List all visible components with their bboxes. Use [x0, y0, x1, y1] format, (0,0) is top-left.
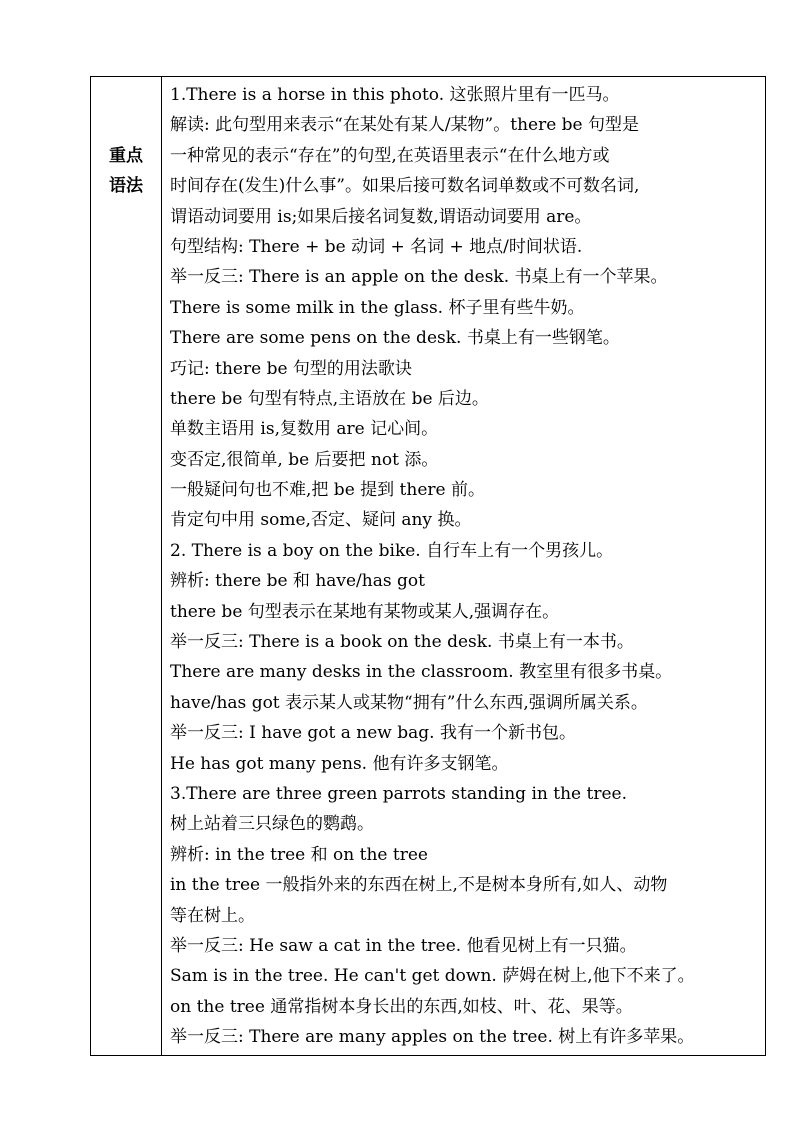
- content-line: 谓语动词要用 is;如果后接名词复数,谓语动词要用 are。: [170, 206, 592, 227]
- content-line: have/has got 表示某人或某物“拥有”什么东西,强调所属关系。: [170, 692, 648, 713]
- content-line: There are many desks in the classroom. 教室里有很多书桌。: [170, 662, 673, 683]
- content-line: 肯定句中用 some,否定、疑问 any 换。: [170, 510, 472, 531]
- content-line: 树上站着三只绿色的鹦鹉。: [170, 814, 374, 835]
- content-line: 一般疑问句也不难,把 be 提到 there 前。: [170, 480, 485, 501]
- content-line: 变否定,很简单, be 后要把 not 添。: [170, 449, 439, 470]
- content-line: He has got many pens. 他有许多支钢笔。: [170, 753, 509, 774]
- content-line: there be 句型有特点,主语放在 be 后边。: [170, 388, 489, 409]
- content-line: 3.There are three green parrots standing in the tree.: [170, 783, 627, 804]
- grammar-table: [90, 76, 766, 1056]
- content-line: There are some pens on the desk. 书桌上有一些钢笔。: [170, 328, 620, 349]
- content-line: 1.There is a horse in this photo. 这张照片里有一匹马。: [170, 85, 620, 105]
- content-line: 举一反三: There are many apples on the tree. 树上有许多苹果。: [170, 1027, 695, 1048]
- content-line: 句型结构: There + be 动词 + 名词 + 地点/时间状语.: [170, 236, 583, 257]
- content-line: 举一反三: He saw a cat in the tree. 他看见树上有一只猫。: [170, 935, 637, 956]
- section-label-cell: [91, 77, 162, 1055]
- content-line: 等在树上。: [170, 905, 255, 926]
- content-line: there be 句型表示在某地有某物或某人,强调存在。: [170, 601, 560, 622]
- content-line: Sam is in the tree. He can't get down. 萨姆在树上,他下不来了。: [170, 966, 695, 987]
- content-line: 举一反三: There is an apple on the desk. 书桌上有一个苹果。: [170, 267, 668, 288]
- content-line: 辨析: in the tree 和 on the tree: [170, 844, 428, 865]
- content-line: 举一反三: There is a book on the desk. 书桌上有一本书。: [170, 632, 634, 653]
- content-line: on the tree 通常指树本身长出的东西,如枝、叶、花、果等。: [170, 996, 633, 1017]
- content-line: There is some milk in the glass. 杯子里有些牛奶。: [170, 297, 585, 318]
- content-line: 时间存在(发生)什么事”。如果后接可数名词单数或不可数名词,: [170, 176, 640, 197]
- content-line: 一种常见的表示“存在”的句型,在英语里表示“在什么地方或: [170, 145, 610, 166]
- content-line: 单数主语用 is,复数用 are 记心间。: [170, 419, 439, 440]
- content-line: 解读: 此句型用来表示“在某处有某人/某物”。there be 句型是: [170, 115, 640, 136]
- content-line: 巧记: there be 句型的用法歌诀: [170, 358, 412, 379]
- content-line: in the tree 一般指外来的东西在树上,不是树本身所有,如人、动物: [170, 875, 668, 896]
- content-line: 2. There is a boy on the bike. 自行车上有一个男孩儿。: [170, 540, 614, 561]
- grammar-content-cell: [162, 77, 765, 1055]
- section-label: 重点 语法: [109, 146, 143, 196]
- content-line: 举一反三: I have got a new bag. 我有一个新书包。: [170, 723, 576, 744]
- content-line: 辨析: there be 和 have/has got: [170, 571, 425, 592]
